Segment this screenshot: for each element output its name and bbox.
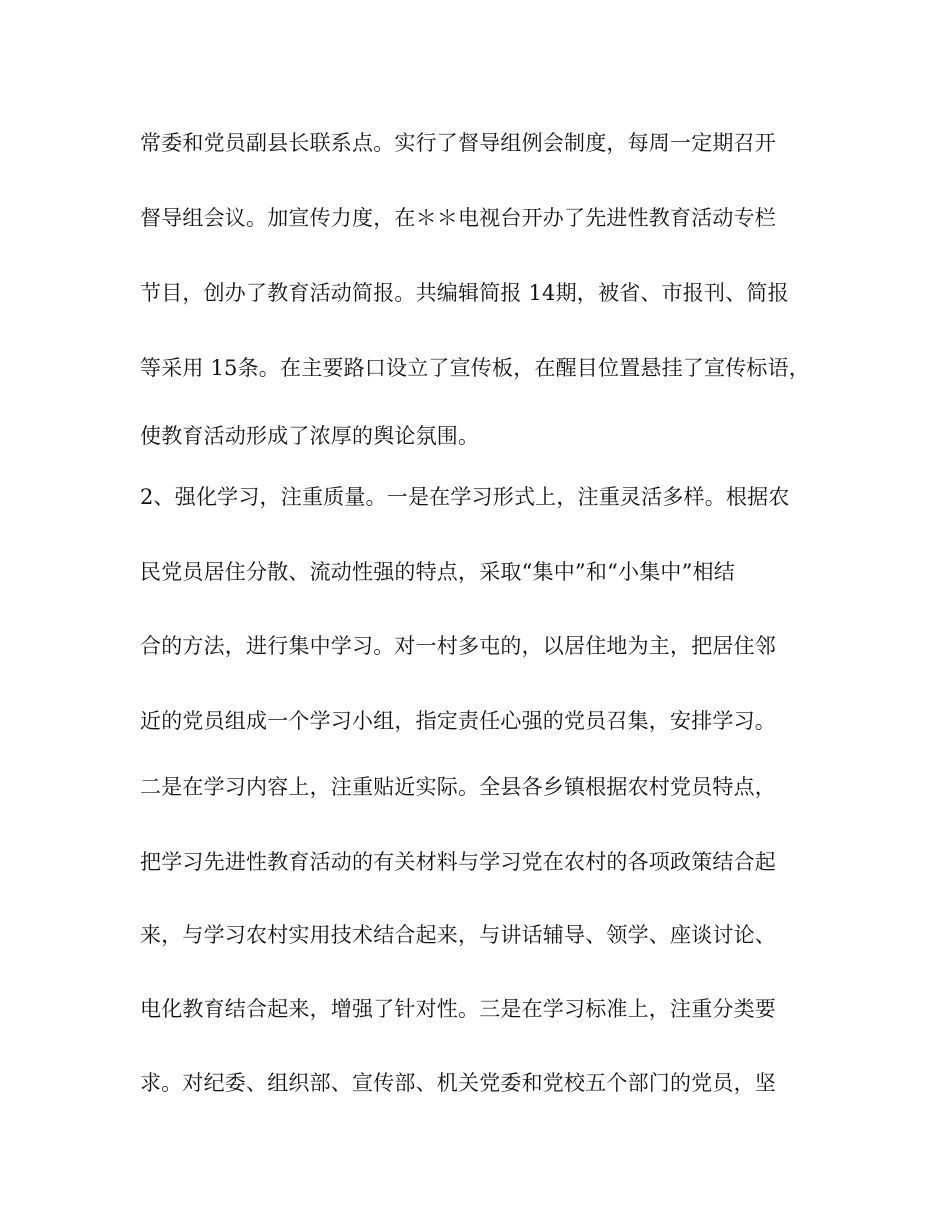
text-line: 求。对纪委、组织部、宣传部、机关党委和党校五个部门的党员，坚	[140, 1071, 776, 1095]
text-line: 电化教育结合起来，增强了针对性。三是在学习标准上，注重分类要	[140, 997, 776, 1021]
text-line: 民党员居住分散、流动性强的特点，采取“集中”和“小集中”相结	[140, 560, 735, 584]
text-line: 把学习先进性教育活动的有关材料与学习党在农村的各项政策结合起	[140, 850, 776, 874]
text-line: 使教育活动形成了浓厚的舆论氛围。	[140, 424, 480, 448]
text-line: 来，与学习农村实用技术结合起来，与讲话辅导、领学、座谈讨论、	[140, 923, 776, 947]
text-line: 等采用 15条。在主要路口设立了宣传板，在醒目位置悬挂了宣传标语，	[140, 356, 810, 380]
text-line: 2、强化学习，注重质量。一是在学习形式上，注重灵活多样。根据农	[140, 485, 790, 509]
text-line: 常委和党员副县长联系点。实行了督导组例会制度，每周一定期召开	[140, 131, 776, 155]
text-line: 合的方法，进行集中学习。对一村多屯的，以居住地为主，把居住邻	[140, 634, 776, 658]
text-line: 督导组会议。加宣传力度，在＊＊电视台开办了先进性教育活动专栏	[140, 206, 776, 230]
text-line: 二是在学习内容上，注重贴近实际。全县各乡镇根据农村党员特点，	[140, 775, 776, 799]
text-line: 近的党员组成一个学习小组，指定责任心强的党员召集，安排学习。	[140, 709, 776, 733]
text-line: 节目，创办了教育活动简报。共编辑简报 14期，被省、市报刊、简报	[140, 281, 789, 305]
